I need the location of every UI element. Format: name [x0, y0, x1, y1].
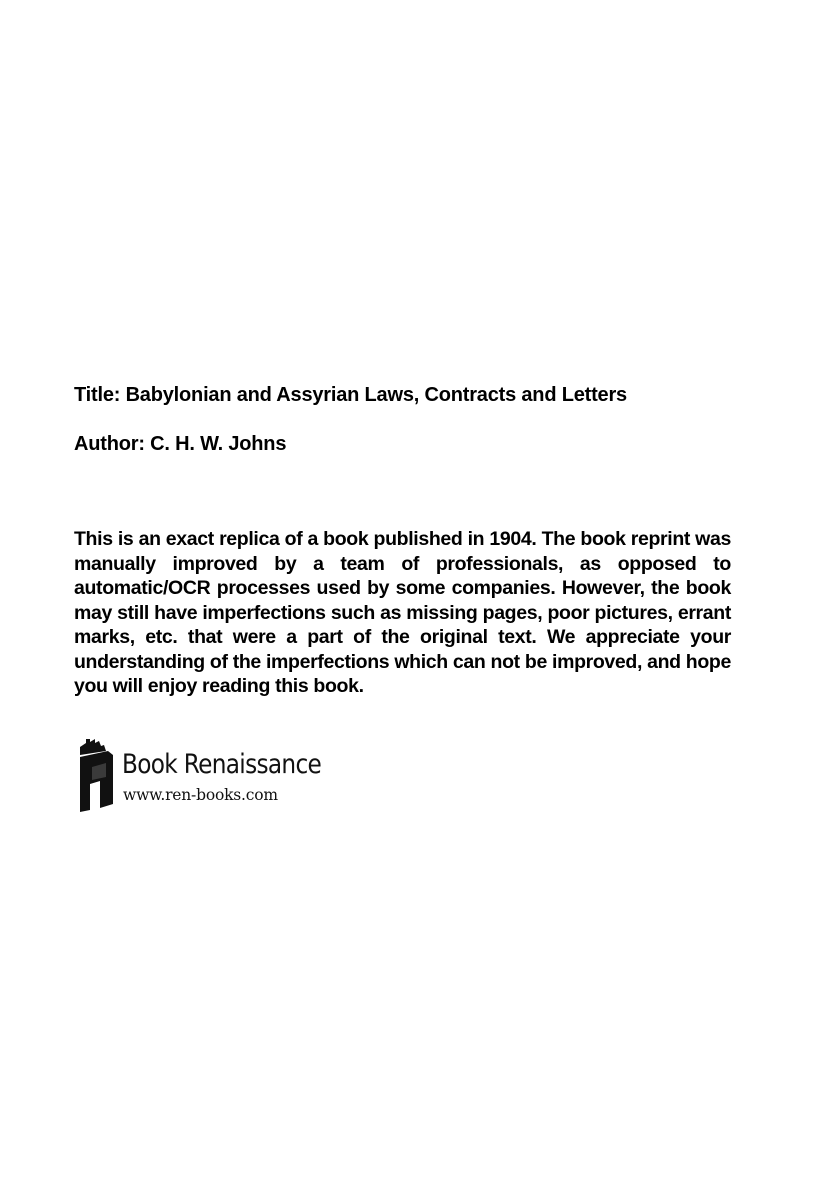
publisher-logo: [78, 737, 348, 815]
reprint-notice: This is an exact replica of a book published in 1904. The book reprint was manually improved by a team of professionals, as opposed to automatic/OCR processes used by some companies. However, the book may still have imperfections such as missing pages, poor pictures, errant marks, etc. that were a part of the original text. We appreciate your understanding of the imperfections which can not be improved, and hope you will enjoy reading this book.: [74, 528, 731, 697]
book-title: Title: Babylonian and Assyrian Laws, Contracts and Letters: [74, 384, 627, 406]
book-author: Author: C. H. W. Johns: [74, 433, 287, 455]
publisher-url: www.ren-books.com: [123, 786, 278, 804]
tower-icon: [78, 737, 114, 812]
publisher-name: Book Renaissance: [122, 749, 322, 780]
